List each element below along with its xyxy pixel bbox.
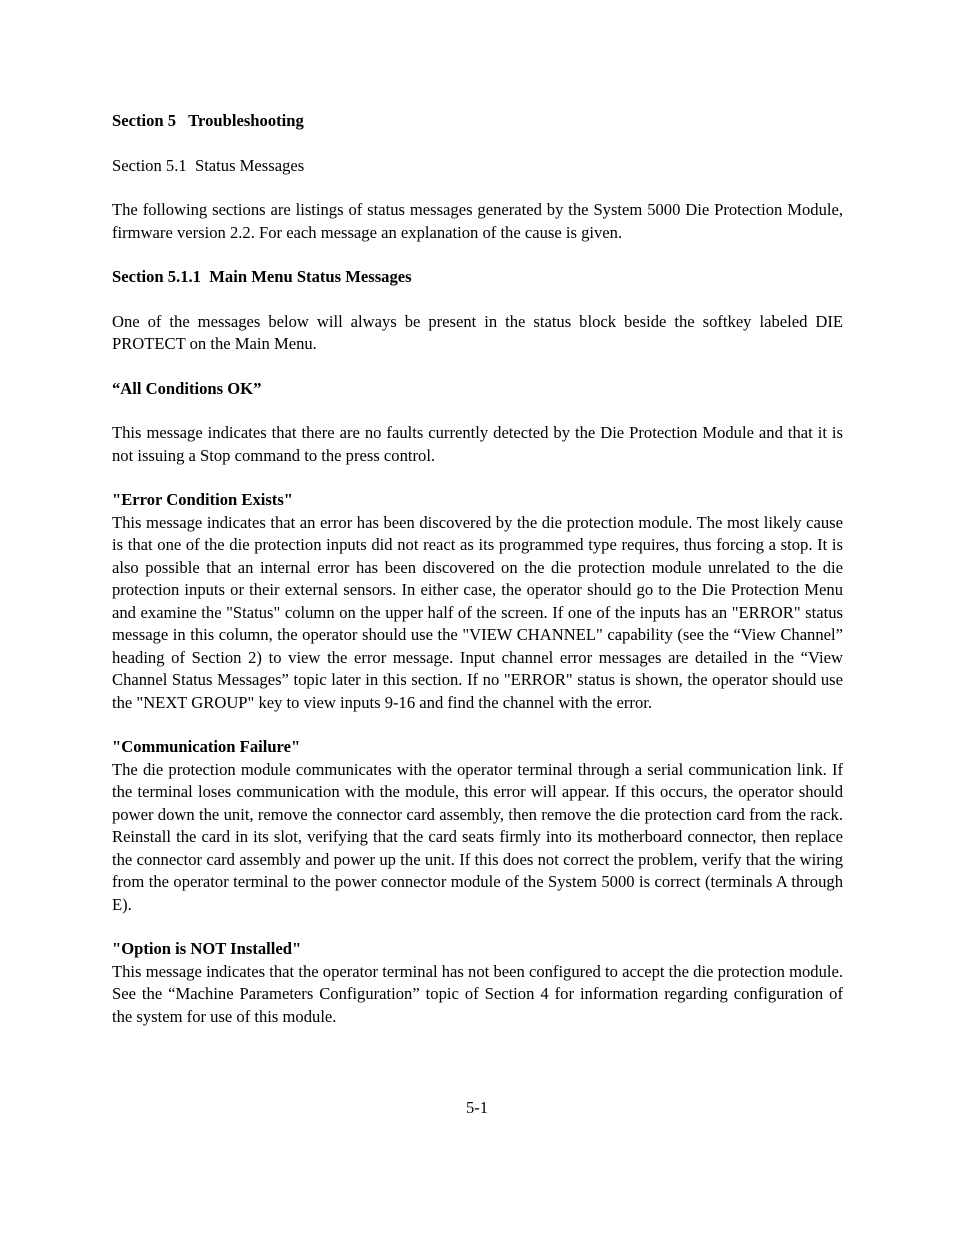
message-body-option-not-installed: This message indicates that the operator terminal has not been configured to accept the die protection module. See the “Machine Parameters Configuration” topic of Section 4 for information regarding configuration of the system for use of this module. [112, 961, 843, 1026]
document-page [112, 110, 843, 1028]
section-heading: Section 5 Troubleshooting [112, 111, 304, 130]
message-body-communication-failure: The die protection module communicates with the operator terminal through a serial communication link. If the terminal loses communication with the module, this error will appear. If this occurs, the operator should power down the unit, remove the connector card assembly, then remove the die protection card from the rack. Reinstall the card in its slot, verifying that the card seats firmly into its motherboard connector, then replace the connector card assembly and power up the unit. If this does not correct the problem, verify that the wiring from the operator terminal to the power connector module of the System 5000 is correct (terminals A through E). [112, 759, 843, 914]
message-title-error-condition: "Error Condition Exists" [112, 490, 294, 509]
page-number: 5-1 [465, 1098, 489, 1117]
subsubsection-heading: Section 5.1.1 Main Menu Status Messages [112, 267, 412, 286]
subsection-heading: Section 5.1 Status Messages [112, 155, 305, 175]
message-body-error-condition: This message indicates that an error has been discovered by the die protection module. The most likely cause is that one of the die protection inputs did not react as its programmed type requires, thus forcing a stop. It is also possible that an internal error has been discovered on the die protection module unrelated to the die protection inputs or their external sensors. In either case, the operator should go to the Die Protection Menu and examine the "Status" column on the upper half of the screen. If one of the inputs has an "ERROR" status message in this column, the operator should use the "VIEW CHANNEL" capability (see the “View Channel” heading of Section 2) to view the error message. Input channel error messages are detailed in the “View Channel Status Messages” topic later in this section. If no "ERROR" status is shown, the operator should use the "NEXT GROUP" key to view inputs 9-16 and find the channel with the error. [112, 512, 843, 712]
message-body-all-ok: This message indicates that there are no faults currently detected by the Die Protection Module and that it is not issuing a Stop command to the press control. [112, 423, 843, 465]
message-title-communication-failure: "Communication Failure" [112, 737, 301, 756]
main-menu-paragraph: One of the messages below will always be present in the status block beside the softkey labeled DIE PROTECT on the Main Menu. [112, 311, 843, 353]
intro-paragraph: The following sections are listings of status messages generated by the System 5000 Die Protection Module, firmware version 2.2. For each message an explanation of the cause is given. [112, 200, 843, 242]
message-title-all-ok: “All Conditions OK” [112, 378, 262, 398]
message-title-option-not-installed: "Option is NOT Installed" [112, 939, 302, 958]
